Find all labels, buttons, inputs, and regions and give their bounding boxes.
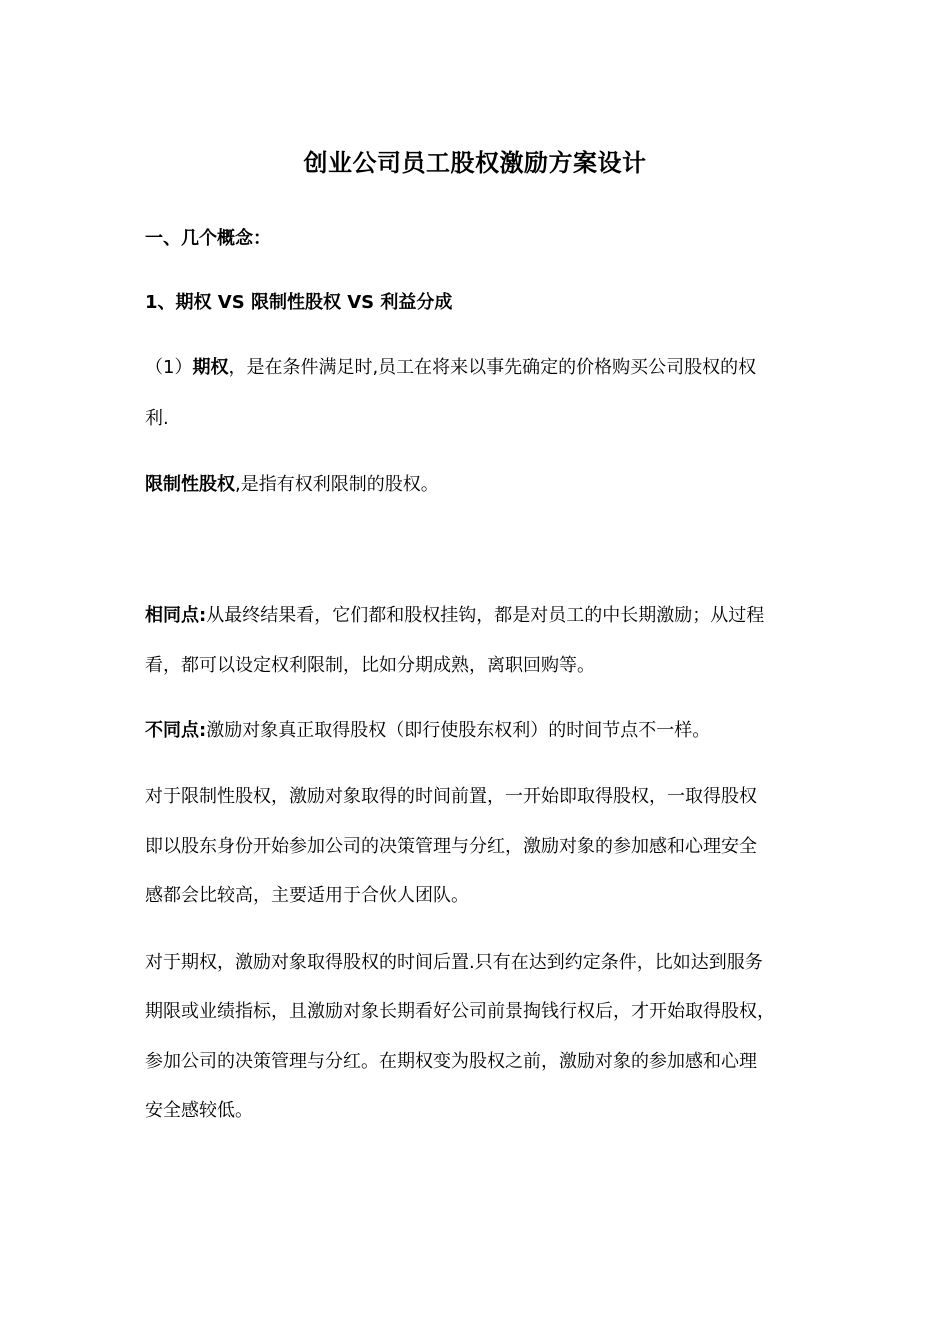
paragraph-text: ，是在条件满足时,员工在将来以事先确定的价格购买公司股权的权 xyxy=(228,357,757,378)
paragraph-line: 利. xyxy=(145,408,169,429)
paragraph-line xyxy=(145,472,805,498)
paragraph-line: 期限或业绩指标，且激励对象长期看好公司前景掏钱行权后，才开始取得股权， xyxy=(145,1001,775,1022)
paragraph-line xyxy=(145,603,805,629)
paragraph-line: 对于期权，激励对象取得股权的时间后置.只有在达到约定条件，比如达到服务 xyxy=(145,952,763,973)
paragraph-line: 即以股东身份开始参加公司的决策管理与分红，激励对象的参加感和心理安全 xyxy=(145,836,757,857)
paragraph-line: 对于限制性股权，激励对象取得的时间前置，一开始即取得股权，一取得股权 xyxy=(145,786,757,807)
paragraph-line xyxy=(145,718,805,744)
document-title: 创业公司员工股权激励方案设计 xyxy=(303,149,647,177)
paragraph-text: ,是指有权利限制的股权。 xyxy=(235,474,439,495)
paragraph-line: 参加公司的决策管理与分红。在期权变为股权之前，激励对象的参加感和心理 xyxy=(145,1051,757,1072)
paragraph-line: 感都会比较高，主要适用于合伙人团队。 xyxy=(145,885,469,906)
paragraph-line: 安全感较低。 xyxy=(145,1100,253,1121)
term-label: 期权 xyxy=(192,357,229,378)
paragraph-line: 看，都可以设定权利限制，比如分期成熟，离职回购等。 xyxy=(145,655,595,676)
subheading: 1、期权 VS 限制性股权 VS 利益分成 xyxy=(145,292,453,313)
paragraph-line xyxy=(145,355,805,381)
paragraph-text: 从最终结果看，它们都和股权挂钩，都是对员工的中长期激励；从过程 xyxy=(206,605,765,626)
term-label: 限制性股权 xyxy=(145,474,235,495)
paragraph-text: 激励对象真正取得股权（即行使股东权利）的时间节点不一样。 xyxy=(206,720,711,741)
term-label: 相同点: xyxy=(145,605,207,626)
section-heading: 一、几个概念： xyxy=(145,228,271,249)
list-marker: （1） xyxy=(145,357,193,378)
term-label: 不同点: xyxy=(145,720,207,741)
